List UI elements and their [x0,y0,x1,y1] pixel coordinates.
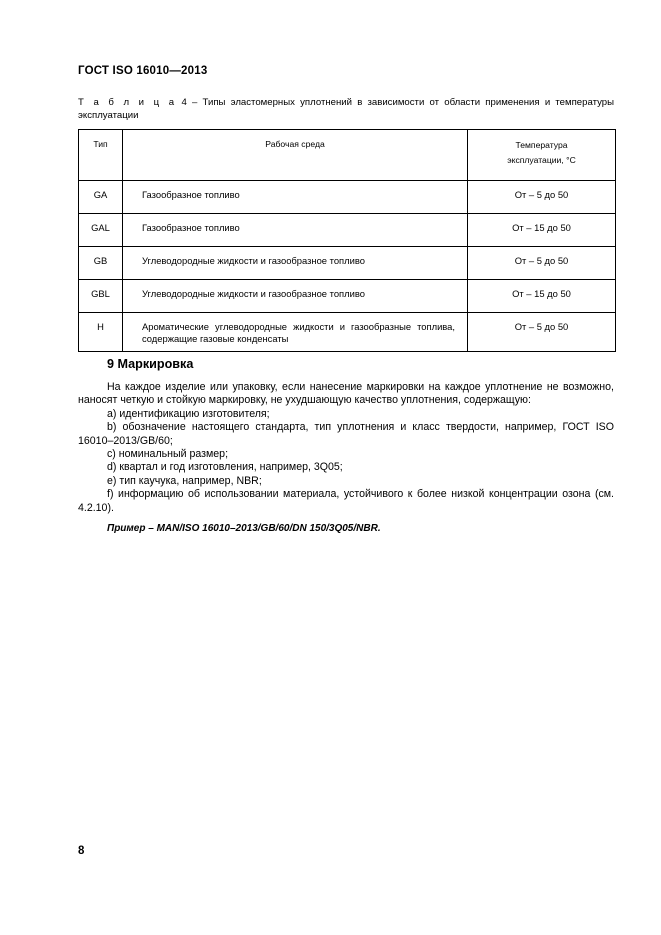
list-item: c) номинальный размер; [107,448,229,461]
column-header-temperature-line2: эксплуатации, °С [507,155,576,165]
table-row [79,181,616,214]
section-heading: 9 Маркировка [107,357,194,371]
document-header-title: ГОСТ ISO 16010—2013 [78,65,208,77]
cell-medium: Газообразное топливо [123,214,468,247]
cell-type: GAL [79,214,123,247]
table-caption-prefix: Т а б л и ц а [78,97,177,108]
cell-temperature: От – 5 до 50 [468,247,616,280]
column-header-temperature [468,130,616,181]
list-item: e) тип каучука, например, NBR; [107,474,262,487]
list-item: f) информацию об использовании материала, устойчивого к более низкой концентрации озона (см. 4.2.10). [78,488,614,514]
table-row [79,247,616,280]
cell-type: GB [79,247,123,280]
cell-medium: Углеводородные жидкости и газообразное топливо [123,247,468,280]
table-caption-text: 4 – Типы эластомерных уплотнений в зависимости от области применения и температуры эксплуатации [78,97,615,121]
table-row [79,313,616,352]
seal-types-table [78,129,616,352]
list-item: d) квартал и год изготовления, например, 3Q05; [107,461,343,474]
cell-temperature: От – 15 до 50 [468,214,616,247]
cell-temperature: От – 5 до 50 [468,313,616,352]
list-item: b) обозначение настоящего стандарта, тип уплотнения и класс твердости, например, ГОСТ ISO 16010–2013/GB/60; [78,421,614,447]
cell-medium: Углеводородные жидкости и газообразное топливо [123,280,468,313]
cell-medium: Газообразное топливо [123,181,468,214]
cell-type: H [79,313,123,352]
cell-medium: Ароматические углеводородные жидкости и газообразные топлива, содержащие газовые конденсаты [123,313,468,352]
table-header-row [79,130,616,181]
cell-type: GBL [79,280,123,313]
table-row [79,280,616,313]
table-caption [78,97,614,122]
marking-example: Пример – MAN/ISO 16010–2013/GB/60/DN 150/3Q05/NBR. [107,523,381,534]
cell-temperature: От – 15 до 50 [468,280,616,313]
cell-temperature: От – 5 до 50 [468,181,616,214]
paragraph-intro: На каждое изделие или упаковку, если нанесение маркировки на каждое уплотнение не возможно, наносят четкую и стойкую маркировку, не ухудшающую качество уплотнения, содержащую: [78,381,614,407]
cell-type: GA [79,181,123,214]
list-item: a) идентификацию изготовителя; [107,407,270,420]
column-header-medium: Рабочая среда [123,130,468,181]
section-body [78,381,614,515]
column-header-type: Тип [79,130,123,181]
table-row [79,214,616,247]
column-header-temperature-line1: Температура [515,140,568,150]
page-number: 8 [78,845,85,857]
